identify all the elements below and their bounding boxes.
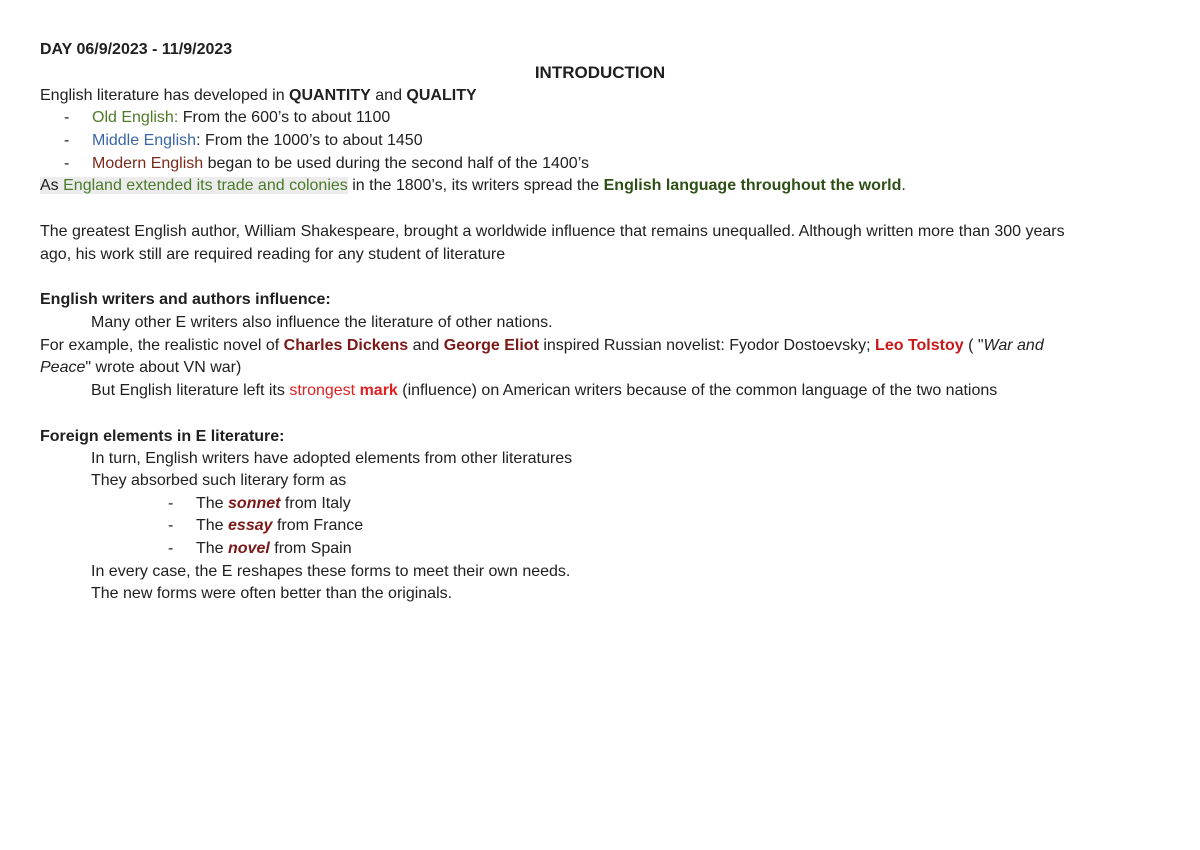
foreign-line-2: They absorbed such literary form as [91, 472, 347, 489]
text-run: inspired Russian novelist: Fyodor Dostoevsky; [538, 337, 876, 354]
bullet-dash: - [64, 155, 70, 172]
text-run: The [196, 495, 229, 512]
literary-form: novel [228, 540, 270, 557]
text-run: ( " [963, 337, 984, 354]
foreign-line-4: The new forms were often better than the originals. [91, 585, 453, 602]
text-run: As [40, 177, 64, 194]
book-title: War and [983, 337, 1044, 354]
author-name: Leo Tolstoy [875, 337, 964, 354]
emphasis-word: strongest [289, 382, 356, 399]
bullet-dash: - [64, 109, 70, 126]
text-run: For example, the realistic novel of [40, 337, 284, 354]
list-item-novel [168, 539, 352, 559]
text-run: The [196, 517, 229, 534]
author-name: Charles Dickens [283, 337, 409, 354]
foreign-line-1: In turn, English writers have adopted elements from other literatures [91, 450, 573, 467]
emphasis-word: mark [359, 382, 398, 399]
list-item-essay [168, 516, 363, 536]
foreign-line-3: In every case, the E reshapes these forms to meet their own needs. [91, 563, 571, 580]
period-text: began to be used during the second half of the 1400’s [203, 155, 589, 172]
text-run: from Italy [280, 495, 351, 512]
list-item-sonnet [168, 494, 351, 514]
section-heading-foreign: Foreign elements in E literature: [40, 428, 285, 445]
intro-paragraph [40, 86, 477, 106]
period-text: : From the 1000’s to about 1450 [196, 132, 423, 149]
england-paragraph [40, 176, 906, 196]
text-run: . [901, 177, 906, 194]
list-item-modern-english [64, 154, 589, 174]
page-title: INTRODUCTION [534, 63, 666, 82]
bullet-dash: - [168, 540, 174, 557]
bullet-dash: - [168, 517, 174, 534]
example-line-2 [40, 358, 241, 378]
date-range: DAY 06/9/2023 - 11/9/2023 [40, 41, 233, 58]
text-run: The [196, 540, 229, 557]
influence-line-3 [91, 381, 997, 401]
literary-form: sonnet [228, 495, 281, 512]
period-text: From the 600’s to about 1100 [178, 109, 391, 126]
period-name: Modern English [92, 155, 204, 172]
text-run: in the 1800’s, its writers spread the [347, 177, 604, 194]
author-name: George Eliot [443, 337, 539, 354]
influence-line-1: Many other E writers also influence the literature of other nations. [91, 314, 553, 331]
bullet-dash: - [64, 132, 70, 149]
bullet-dash: - [168, 495, 174, 512]
literary-form: essay [228, 517, 273, 534]
period-name: Middle English [92, 132, 197, 149]
text-run-bold: English language throughout the world [603, 177, 902, 194]
text-run: English literature has developed in [40, 87, 290, 104]
text-run: from Spain [269, 540, 352, 557]
shakespeare-line-2: ago, his work still are required reading for any student of literature [40, 246, 506, 263]
example-line-1 [40, 336, 1044, 356]
text-run-bold: QUANTITY [289, 87, 371, 104]
list-item-middle-english [64, 131, 423, 151]
text-run: and [370, 87, 407, 104]
text-run: from France [272, 517, 364, 534]
text-run: " wrote about VN war) [85, 359, 242, 376]
shakespeare-line-1: The greatest English author, William Shakespeare, brought a worldwide influence that remains unequalled. Although written more than 300 years [40, 223, 1065, 240]
book-title: Peace [40, 359, 86, 376]
text-run: (influence) on American writers because of the common language of the two nations [397, 382, 998, 399]
text-run: But English literature left its [91, 382, 290, 399]
section-heading-influence: English writers and authors influence: [40, 291, 331, 308]
list-item-old-english [64, 108, 390, 128]
period-name: Old English: [92, 109, 179, 126]
highlight-run [40, 177, 348, 194]
text-run: and [408, 337, 444, 354]
text-run-bold: QUALITY [406, 87, 477, 104]
highlighted-text: England extended its trade and colonies [63, 177, 348, 194]
